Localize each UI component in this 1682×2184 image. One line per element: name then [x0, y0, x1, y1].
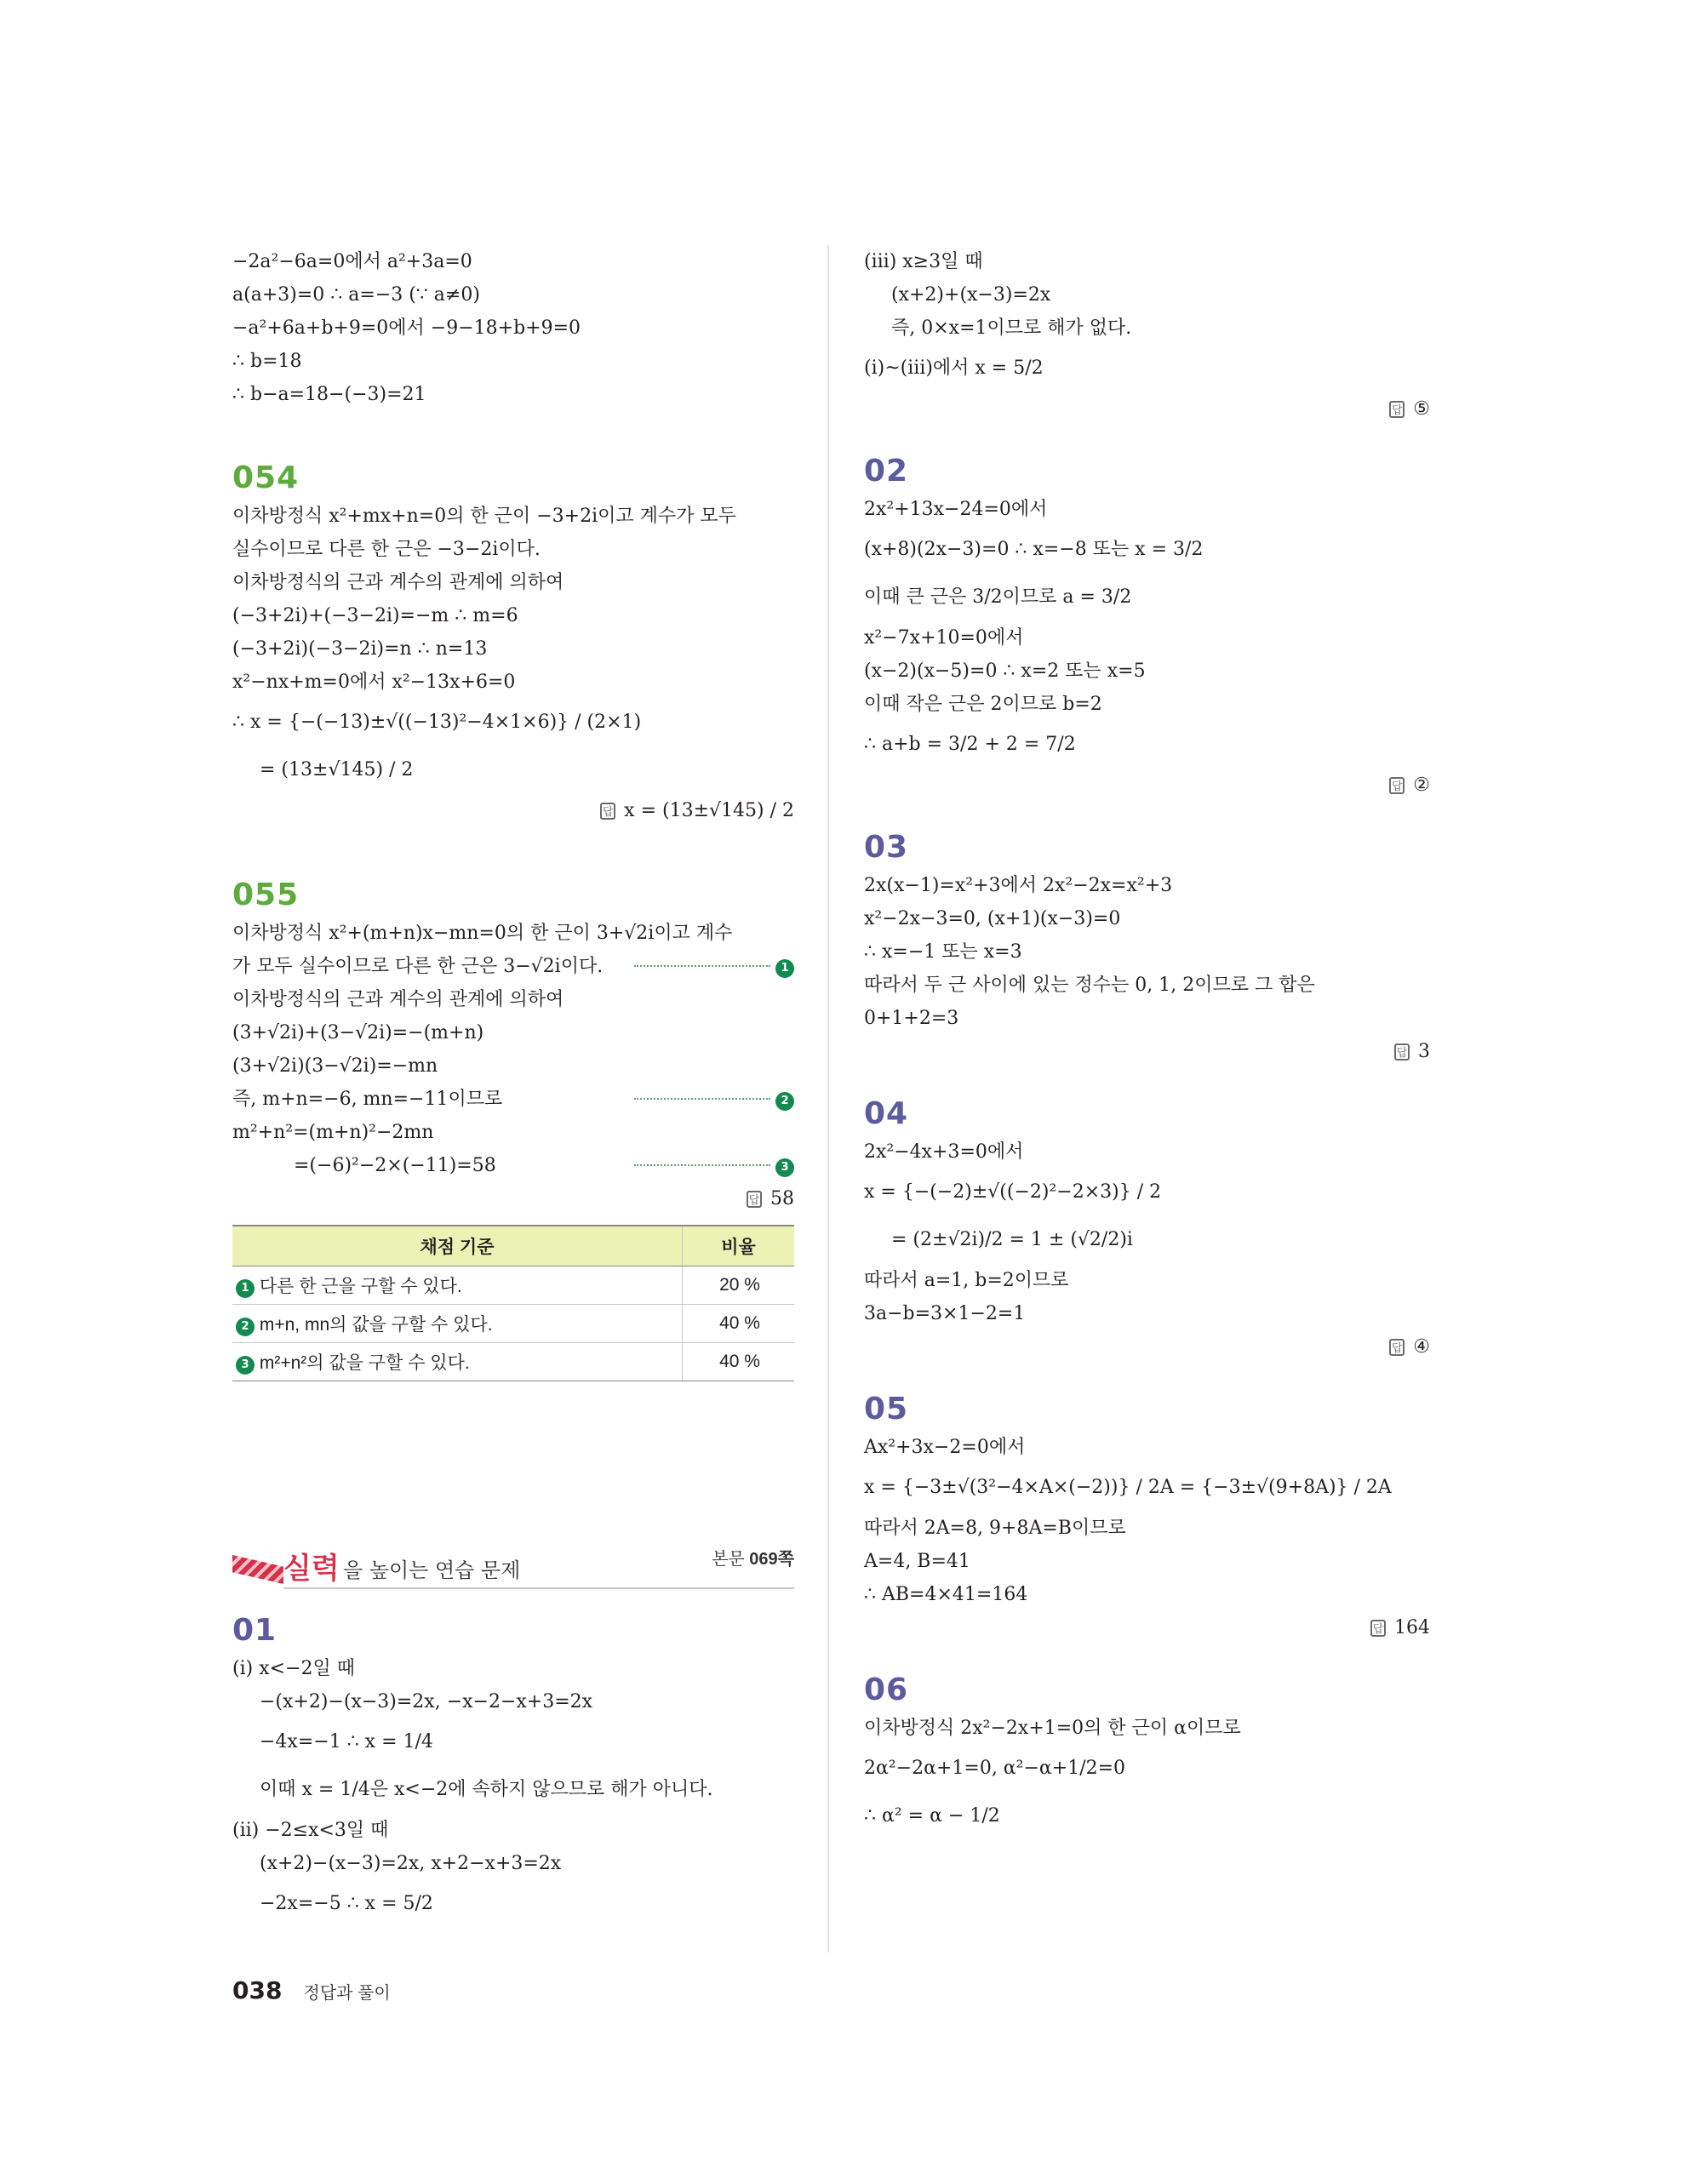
problem-01-continued	[864, 245, 1430, 426]
step-marker: 1	[236, 1279, 255, 1298]
page-number: 038	[232, 1976, 283, 2004]
table-row	[232, 1266, 794, 1305]
solution-line: (−3+2i)(−3−2i)=n ∴ n=13	[232, 638, 488, 660]
solution-line: ∴ x = {−(−13)±√((−13)²−4×1×6)} / (2×1)	[232, 712, 642, 733]
solution-line: m²+n²=(m+n)²−2mn	[232, 1122, 434, 1143]
solution-line: 2x(x−1)=x²+3에서 2x²−2x=x²+3	[864, 875, 1173, 896]
solution-text: =(−6)²−2×(−11)=58	[294, 1155, 496, 1176]
criterion-text: 다른 한 근을 구할 수 있다.	[259, 1277, 462, 1296]
solution-line: 이차방정식의 근과 계수의 관계에 의하여	[232, 989, 564, 1010]
solution-line: ∴ AB=4×41=164	[864, 1584, 1028, 1605]
solution-line: 2α²−2α+1=0, α²−α+1/2=0	[864, 1758, 1126, 1779]
solution-line: 실수이므로 다른 한 근은 −3−2i이다.	[232, 539, 541, 560]
problem-number: 02	[864, 454, 909, 489]
answer-icon: 답	[1394, 1043, 1410, 1061]
problem-04	[864, 1093, 1430, 1364]
table-cell: 40 %	[683, 1305, 795, 1343]
solution-line: 따라서 a=1, b=2이므로	[864, 1270, 1069, 1291]
solution-line: Ax²+3x−2=0에서	[864, 1437, 1026, 1458]
banner-title-accent: 실력	[283, 1552, 340, 1586]
answer-value: 164	[1394, 1617, 1430, 1638]
solution-line: 이차방정식의 근과 계수의 관계에 의하여	[232, 572, 564, 593]
solution-line: 이때 작은 근은 2이므로 b=2	[864, 694, 1102, 715]
answer-value: ⑤	[1413, 398, 1430, 420]
solution-line: (x+2)+(x−3)=2x	[891, 284, 1051, 306]
step-marker: 3	[236, 1356, 255, 1375]
solution-line: 이차방정식 x²+mx+n=0의 한 근이 −3+2i이고 계수가 모두	[232, 506, 736, 527]
section-banner	[232, 1547, 794, 1598]
solution-line: (ⅲ) x≥3일 때	[864, 251, 983, 272]
problem-number: 054	[232, 460, 300, 495]
table-header: 비율	[683, 1226, 795, 1266]
solution-text: 즉, m+n=−6, mn=−11이므로	[232, 1089, 503, 1110]
intro-solution	[232, 245, 794, 411]
problem-number: 05	[864, 1392, 909, 1426]
answer	[864, 1330, 1430, 1364]
solution-line: 3a−b=3×1−2=1	[864, 1303, 1026, 1324]
solution-line: ∴ b=18	[232, 351, 302, 372]
solution-line: −2a²−6a=0에서 a²+3a=0	[232, 251, 472, 272]
banner-underline	[283, 1587, 794, 1589]
page-reference	[712, 1545, 794, 1569]
problem-02	[864, 450, 1430, 803]
solution-line: (ⅰ) x<−2일 때	[232, 1658, 355, 1679]
solution-line: 이때 x = 1/4은 x<−2에 속하지 않으므로 해가 아니다.	[260, 1779, 713, 1800]
solution-line: ∴ b−a=18−(−3)=21	[232, 384, 426, 405]
problem-03	[864, 826, 1430, 1069]
solution-line: a(a+3)=0 ∴ a=−3 (∵ a≠0)	[232, 284, 480, 306]
solution-line: 0+1+2=3	[864, 1008, 959, 1029]
table-cell	[232, 1305, 683, 1343]
table-header: 채점 기준	[232, 1226, 683, 1266]
criterion-text: m²+n²의 값을 구할 수 있다.	[259, 1353, 470, 1373]
solution-line: x = {−(−2)±√((−2)²−2×3)} / 2	[864, 1181, 1162, 1203]
solution-line: (3+√2i)+(3−√2i)=−(m+n)	[232, 1022, 484, 1043]
solution-line: x²−7x+10=0에서	[864, 627, 1024, 649]
page-reference-page: 069쪽	[749, 1550, 794, 1569]
solution-line: (−3+2i)+(−3−2i)=−m ∴ m=6	[232, 605, 518, 626]
answer-value: ④	[1413, 1336, 1430, 1358]
step-marker: 2	[236, 1318, 255, 1336]
problem-05	[864, 1388, 1430, 1645]
table-cell	[232, 1343, 683, 1381]
page-reference-label: 본문	[712, 1550, 745, 1569]
solution-line: (x−2)(x−5)=0 ∴ x=2 또는 x=5	[864, 660, 1146, 682]
table-row	[232, 1343, 794, 1381]
answer-icon: 답	[1389, 1339, 1405, 1356]
answer-value: ②	[1413, 775, 1430, 796]
solution-line: 이차방정식 2x²−2x+1=0의 한 근이 α이므로	[864, 1718, 1241, 1739]
solution-line: (x+8)(2x−3)=0 ∴ x=−8 또는 x = 3/2	[864, 539, 1204, 560]
solution-line: (ⅱ) −2≤x<3일 때	[232, 1820, 389, 1841]
step-marker: 3	[775, 1158, 794, 1177]
problem-054	[232, 457, 794, 828]
solution-line: x²−2x−3=0, (x+1)(x−3)=0	[864, 908, 1121, 929]
answer-icon: 답	[1370, 1620, 1386, 1637]
table-cell: 40 %	[683, 1343, 795, 1381]
right-column	[864, 245, 1430, 1840]
solution-line	[232, 1149, 794, 1182]
left-column	[232, 245, 794, 1928]
table-cell	[232, 1266, 683, 1305]
solution-line: 따라서 2A=8, 9+8A=B이므로	[864, 1518, 1126, 1539]
answer-icon: 답	[1389, 777, 1405, 794]
banner-stripe-decoration	[232, 1555, 283, 1584]
criterion-text: m+n, mn의 값을 구할 수 있다.	[259, 1315, 493, 1335]
solution-line: x²−nx+m=0에서 x²−13x+6=0	[232, 672, 516, 693]
problem-number: 06	[864, 1672, 909, 1707]
scoring-table	[232, 1225, 794, 1381]
banner-title: 을 높이는 연습 문제	[343, 1558, 521, 1582]
solution-line: −2x=−5 ∴ x = 5/2	[260, 1893, 433, 1914]
solution-line: 즉, 0×x=1이므로 해가 없다.	[891, 317, 1132, 339]
solution-line: −(x+2)−(x−3)=2x, −x−2−x+3=2x	[260, 1691, 593, 1712]
step-marker: 1	[775, 959, 794, 978]
solution-text: 가 모두 실수이므로 다른 한 근은 3−√2i이다.	[232, 956, 604, 977]
answer-value: x = (13±√145) / 2	[624, 800, 794, 821]
problem-number: 055	[232, 878, 300, 912]
answer-icon: 답	[747, 1191, 762, 1208]
solution-line: ∴ a+b = 3/2 + 2 = 7/2	[864, 734, 1076, 755]
answer	[864, 1611, 1430, 1645]
table-cell: 20 %	[683, 1266, 795, 1305]
answer-icon: 답	[600, 803, 615, 820]
solution-line: (3+√2i)(3−√2i)=−mn	[232, 1055, 438, 1077]
solution-line: 이차방정식 x²+(m+n)x−mn=0의 한 근이 3+√2i이고 계수	[232, 923, 733, 944]
solution-line: 2x²+13x−24=0에서	[864, 499, 1048, 520]
solution-line	[232, 950, 794, 983]
answer-value: 58	[770, 1188, 794, 1209]
page-footer	[232, 1976, 391, 2004]
table-row	[232, 1305, 794, 1343]
table-header-row	[232, 1226, 794, 1266]
solution-line: = (2±√2i)/2 = 1 ± (√2/2)i	[891, 1229, 1133, 1250]
solution-line: −4x=−1 ∴ x = 1/4	[260, 1731, 433, 1752]
solution-line: 따라서 두 근 사이에 있는 정수는 0, 1, 2이므로 그 합은	[864, 975, 1315, 996]
solution-line	[232, 1083, 794, 1116]
problem-number: 01	[232, 1613, 277, 1648]
problem-01	[232, 1609, 794, 1928]
problem-number: 04	[864, 1096, 909, 1131]
answer-value: 3	[1418, 1041, 1430, 1062]
solution-line: −a²+6a+b+9=0에서 −9−18+b+9=0	[232, 317, 581, 339]
solution-line: = (13±√145) / 2	[260, 759, 414, 780]
answer	[864, 392, 1430, 426]
solution-line: ∴ α² = α − 1/2	[864, 1805, 1000, 1827]
solution-line: 2x²−4x+3=0에서	[864, 1141, 1024, 1163]
problem-number: 03	[864, 830, 909, 865]
answer	[232, 1182, 794, 1216]
solution-line: A=4, B=41	[864, 1551, 970, 1572]
problem-055	[232, 874, 794, 1381]
problem-06	[864, 1669, 1430, 1840]
answer	[864, 1035, 1430, 1069]
answer	[864, 769, 1430, 803]
solution-line: (x+2)−(x−3)=2x, x+2−x+3=2x	[260, 1853, 562, 1874]
answer	[232, 794, 794, 828]
solution-line: x = {−3±√(3²−4×A×(−2))} / 2A = {−3±√(9+8A)} / 2A	[864, 1477, 1392, 1498]
step-marker: 2	[775, 1092, 794, 1111]
column-divider	[827, 245, 829, 1952]
solution-line: 이때 큰 근은 3/2이므로 a = 3/2	[864, 586, 1132, 608]
solution-line: ∴ x=−1 또는 x=3	[864, 941, 1022, 963]
solution-line: (ⅰ)~(ⅲ)에서 x = 5/2	[864, 357, 1044, 379]
answer-icon: 답	[1389, 401, 1405, 418]
footer-label: 정답과 풀이	[303, 1984, 391, 2003]
